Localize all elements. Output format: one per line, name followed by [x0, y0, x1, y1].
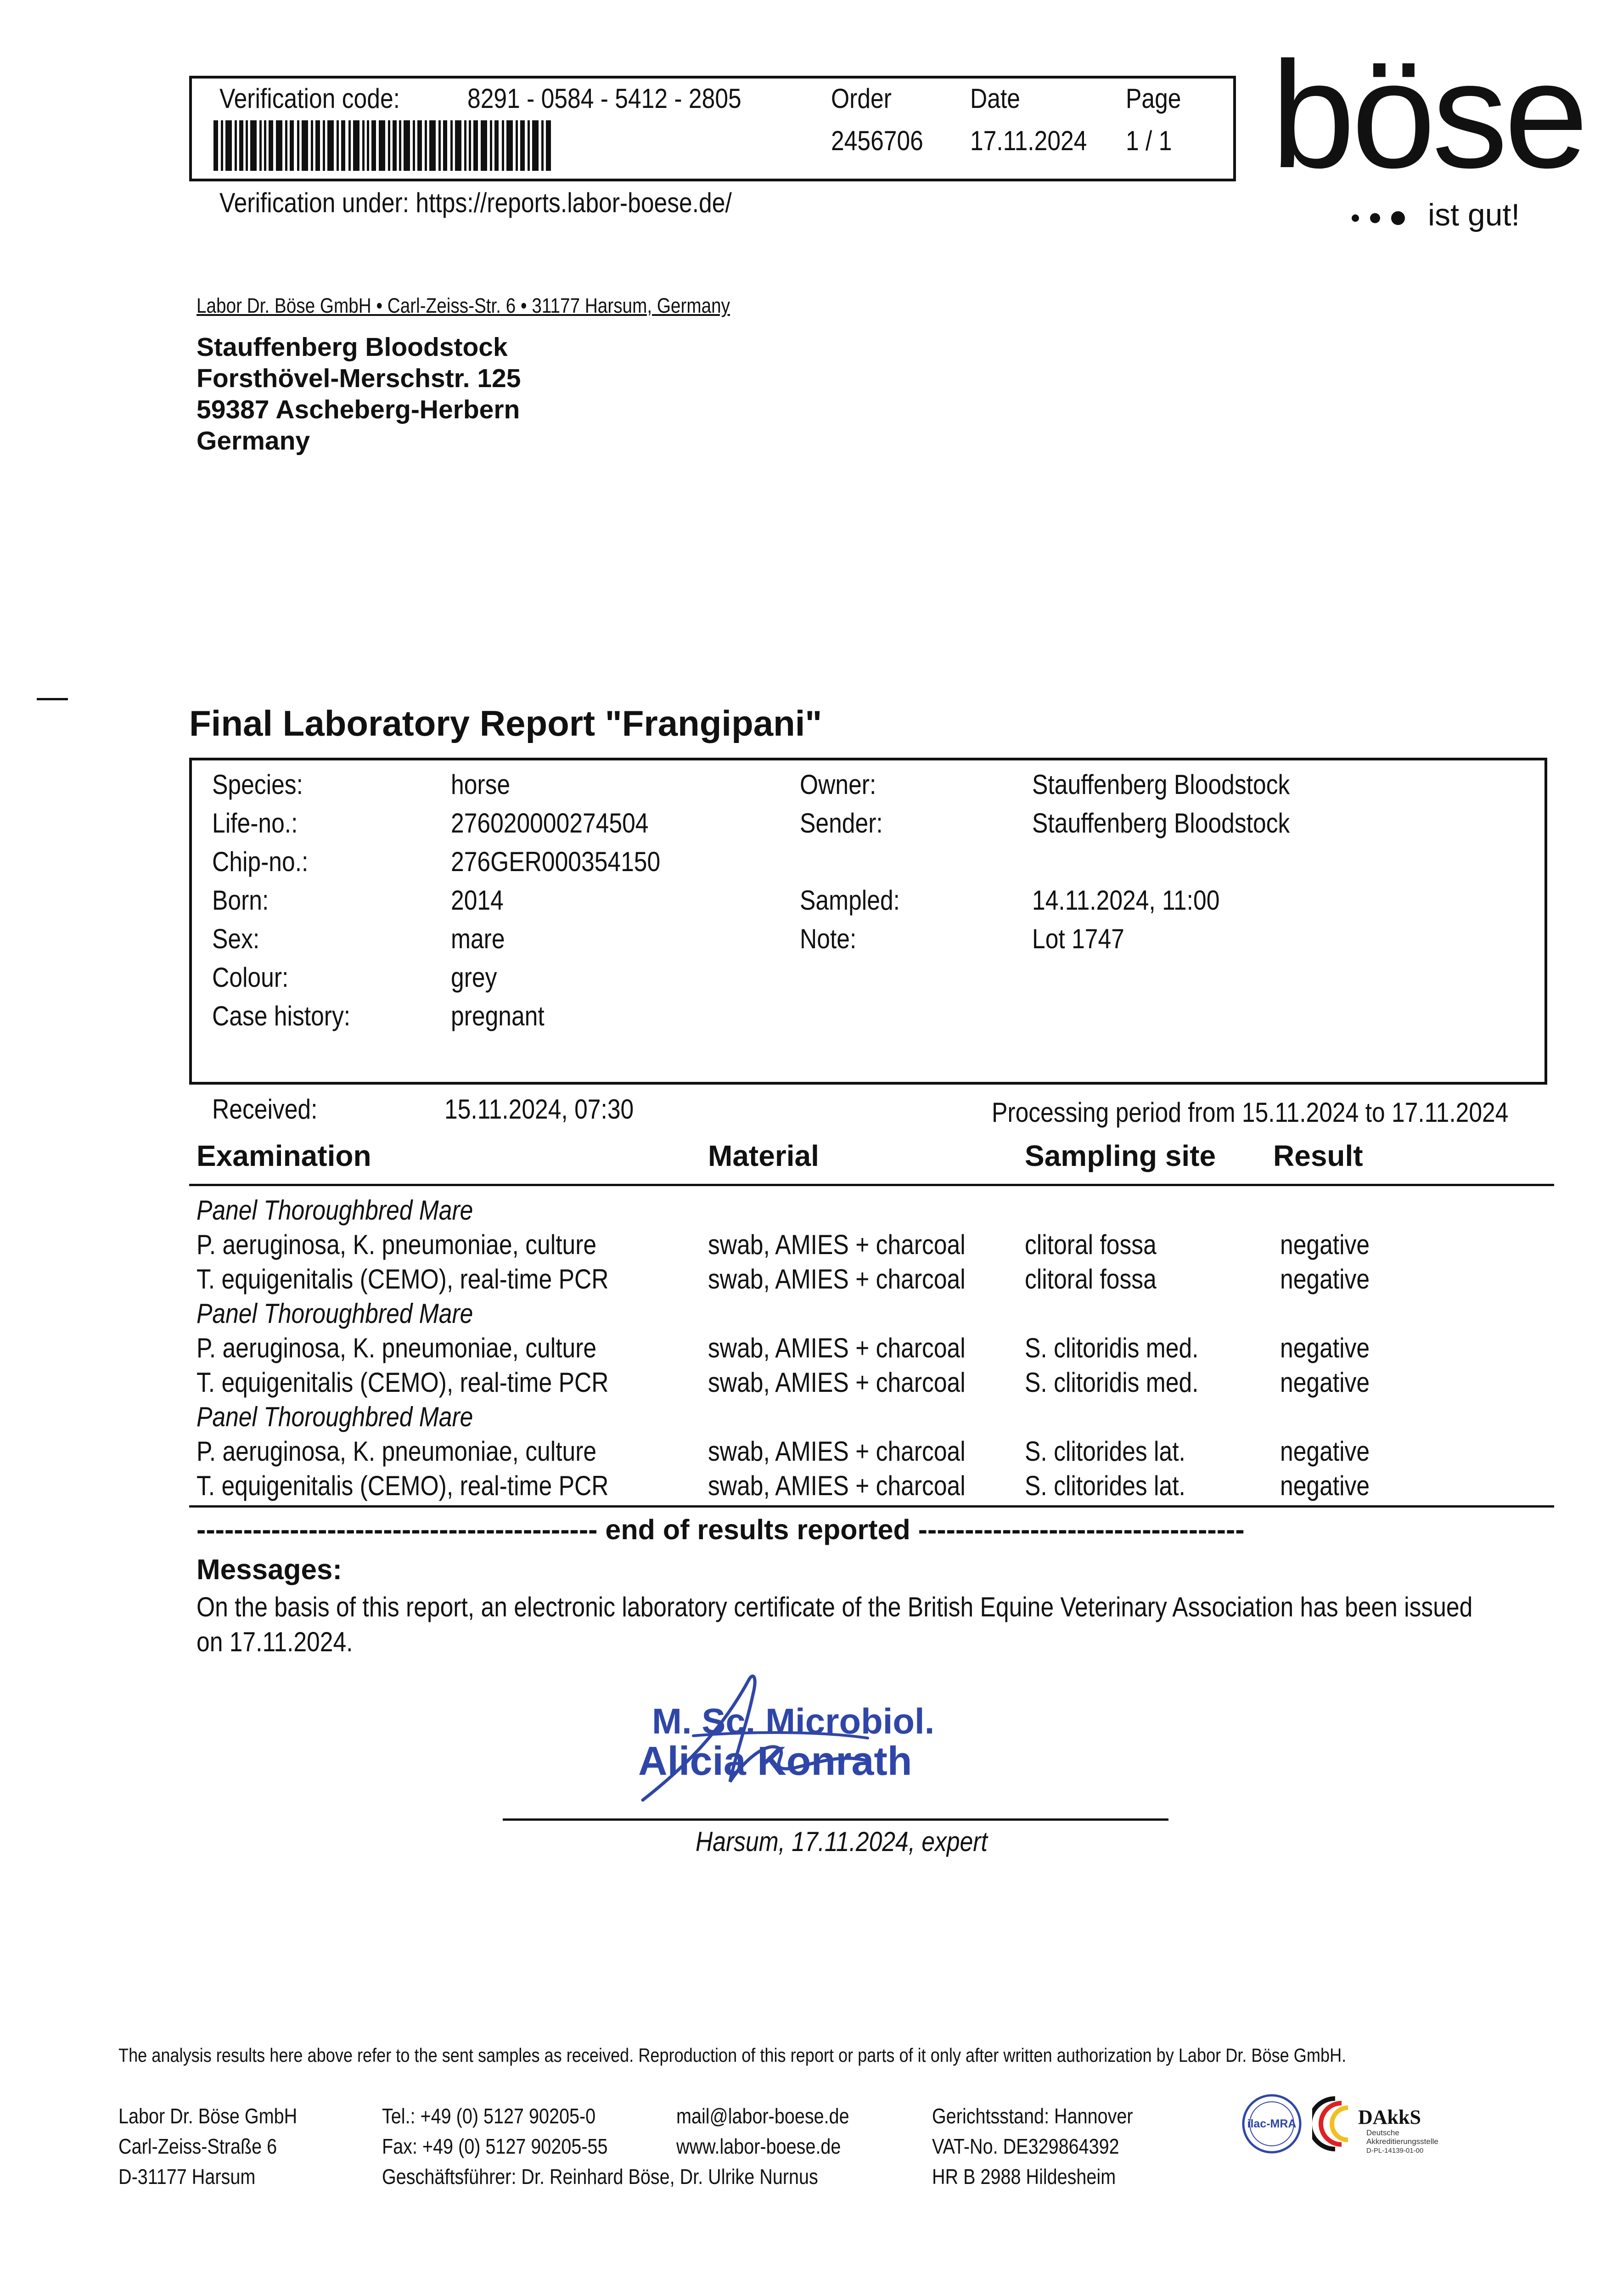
footer-city: D-31177 Harsum [118, 2165, 256, 2189]
result-cell: negative [1280, 1229, 1370, 1260]
sampled-value: 14.11.2024, 11:00 [1032, 885, 1220, 916]
dakks-label: DAkkS [1358, 2106, 1421, 2128]
material-cell: swab, AMIES + charcoal [708, 1470, 966, 1501]
footer-managers: Geschäftsführer: Dr. Reinhard Böse, Dr. Ulrike Nurnus [382, 2165, 818, 2189]
verification-label: Verification code: [219, 83, 400, 114]
site-cell: clitoral fossa [1025, 1264, 1157, 1294]
messages-heading: Messages: [197, 1554, 343, 1586]
material-cell: swab, AMIES + charcoal [708, 1436, 966, 1467]
recipient-city: 59387 Ascheberg-Herbern [197, 395, 520, 424]
message-text-line1: On the basis of this report, an electronic laboratory certificate of the British Equine Veterinary Association has been issued [197, 1592, 1473, 1622]
result-cell: negative [1280, 1470, 1370, 1501]
site-cell: S. clitorides lat. [1025, 1436, 1185, 1467]
species-label: Species: [212, 769, 303, 800]
page-label: Page [1126, 83, 1181, 114]
sender-value: Stauffenberg Bloodstock [1032, 808, 1290, 838]
sampled-label: Sampled: [800, 885, 900, 916]
result-cell: negative [1280, 1367, 1370, 1398]
recipient-street: Forsthövel-Merschstr. 125 [197, 364, 521, 393]
result-cell: negative [1280, 1436, 1370, 1467]
footer-phone: Tel.: +49 (0) 5127 90205-0 [382, 2104, 596, 2128]
col-header-result: Result [1273, 1139, 1363, 1172]
signature-caption: Harsum, 17.11.2024, expert [696, 1826, 988, 1857]
born-label: Born: [212, 885, 269, 916]
case-history-label: Case history: [212, 1001, 351, 1031]
exam-cell: T. equigenitalis (CEMO), real-time PCR [197, 1264, 609, 1294]
footer-email-link[interactable]: mail@labor-boese.de [676, 2104, 849, 2128]
footer-fax: Fax: +49 (0) 5127 90205-55 [382, 2134, 608, 2158]
received-value: 15.11.2024, 07:30 [444, 1094, 634, 1125]
col-header-material: Material [708, 1139, 819, 1172]
boese-logo: böse [1271, 30, 1585, 199]
species-value: horse [451, 769, 511, 800]
page-value: 1 / 1 [1126, 125, 1172, 156]
received-label: Received: [212, 1094, 318, 1125]
dakks-logo [1312, 2092, 1477, 2161]
verification-code: 8291 - 0584 - 5412 - 2805 [467, 83, 741, 114]
recipient-name: Stauffenberg Bloodstock [197, 332, 508, 362]
report-title: Final Laboratory Report "Frangipani" [189, 703, 822, 743]
date-label: Date [970, 83, 1021, 114]
recipient-country: Germany [197, 426, 310, 456]
result-cell: negative [1280, 1264, 1370, 1294]
exam-cell: P. aeruginosa, K. pneumoniae, culture [197, 1436, 597, 1467]
sender-address-line: Labor Dr. Böse GmbH • Carl-Zeiss-Str. 6 • 31177 Harsum, Germany [197, 294, 730, 317]
note-value: Lot 1747 [1032, 923, 1124, 954]
result-cell: negative [1280, 1333, 1370, 1363]
sex-value: mare [451, 923, 505, 954]
site-cell: clitoral fossa [1025, 1229, 1157, 1260]
note-label: Note: [800, 923, 857, 954]
col-header-examination: Examination [197, 1139, 371, 1172]
chip-no-value: 276GER000354150 [451, 846, 661, 877]
exam-cell: T. equigenitalis (CEMO), real-time PCR [197, 1470, 609, 1501]
dakks-sub3: D-PL-14139-01-00 [1366, 2147, 1424, 2155]
barcode-image [213, 120, 551, 171]
footer-court: Gerichtsstand: Hannover [932, 2104, 1133, 2128]
disclaimer-text: The analysis results here above refer to the sent samples as received. Reproduction of this report or parts of it only after written authorization by Labor Dr. Böse GmbH. [118, 2044, 1347, 2066]
case-history-value: pregnant [451, 1001, 545, 1031]
material-cell: swab, AMIES + charcoal [708, 1367, 966, 1398]
signature-stamp [629, 1662, 1015, 1814]
signature-line [503, 1818, 1168, 1821]
footer-vat: VAT-No. DE329864392 [932, 2134, 1119, 2158]
verification-url: Verification under: https://reports.labor-boese.de/ [219, 187, 732, 218]
chip-no-label: Chip-no.: [212, 846, 309, 877]
fold-mark [37, 698, 68, 700]
stamp-title-text: M. Sc. Microbiol. [652, 1701, 935, 1741]
sender-label: Sender: [800, 808, 883, 838]
material-cell: swab, AMIES + charcoal [708, 1229, 966, 1260]
footer-company: Labor Dr. Böse GmbH [118, 2104, 298, 2128]
footer-street: Carl-Zeiss-Straße 6 [118, 2134, 277, 2158]
owner-value: Stauffenberg Bloodstock [1032, 769, 1290, 800]
panel-heading: Panel Thoroughbred Mare [197, 1298, 473, 1329]
site-cell: S. clitoridis med. [1025, 1333, 1199, 1363]
colour-label: Colour: [212, 962, 289, 993]
life-no-value: 276020000274504 [451, 808, 649, 838]
logo-tagline: ist gut! [1428, 197, 1520, 232]
footer-website-link[interactable]: www.labor-boese.de [676, 2134, 841, 2158]
panel-heading: Panel Thoroughbred Mare [197, 1401, 473, 1432]
end-of-results-line: ------------------------------------------- end of results reported ----------------------------------- [197, 1514, 1245, 1545]
table-header-rule [189, 1184, 1554, 1186]
site-cell: S. clitoridis med. [1025, 1367, 1199, 1398]
exam-cell: T. equigenitalis (CEMO), real-time PCR [197, 1367, 609, 1398]
ilac-mra-logo [1240, 2092, 1304, 2156]
footer-register: HR B 2988 Hildesheim [932, 2165, 1116, 2189]
processing-period: Processing period from 15.11.2024 to 17.11.2024 [992, 1097, 1509, 1128]
born-value: 2014 [451, 885, 504, 916]
order-label: Order [831, 83, 892, 114]
ilac-label: ilac-MRA [1247, 2117, 1297, 2130]
stamp-name-text: Alicia Konrath [638, 1738, 912, 1784]
logo-dots-icon [1350, 209, 1423, 227]
exam-cell: P. aeruginosa, K. pneumoniae, culture [197, 1333, 597, 1363]
panel-heading: Panel Thoroughbred Mare [197, 1195, 473, 1226]
message-text-line2: on 17.11.2024. [197, 1626, 353, 1657]
material-cell: swab, AMIES + charcoal [708, 1333, 966, 1363]
dakks-sub2: Akkreditierungsstelle [1366, 2137, 1438, 2146]
site-cell: S. clitorides lat. [1025, 1470, 1185, 1501]
exam-cell: P. aeruginosa, K. pneumoniae, culture [197, 1229, 597, 1260]
animal-info-box [189, 758, 1547, 1085]
order-value: 2456706 [831, 125, 923, 156]
table-bottom-rule [189, 1505, 1554, 1508]
material-cell: swab, AMIES + charcoal [708, 1264, 966, 1294]
life-no-label: Life-no.: [212, 808, 298, 838]
col-header-sampling-site: Sampling site [1025, 1139, 1216, 1172]
date-value: 17.11.2024 [970, 125, 1087, 156]
dakks-sub1: Deutsche [1366, 2128, 1399, 2137]
owner-label: Owner: [800, 769, 876, 800]
sex-label: Sex: [212, 923, 260, 954]
colour-value: grey [451, 962, 497, 993]
